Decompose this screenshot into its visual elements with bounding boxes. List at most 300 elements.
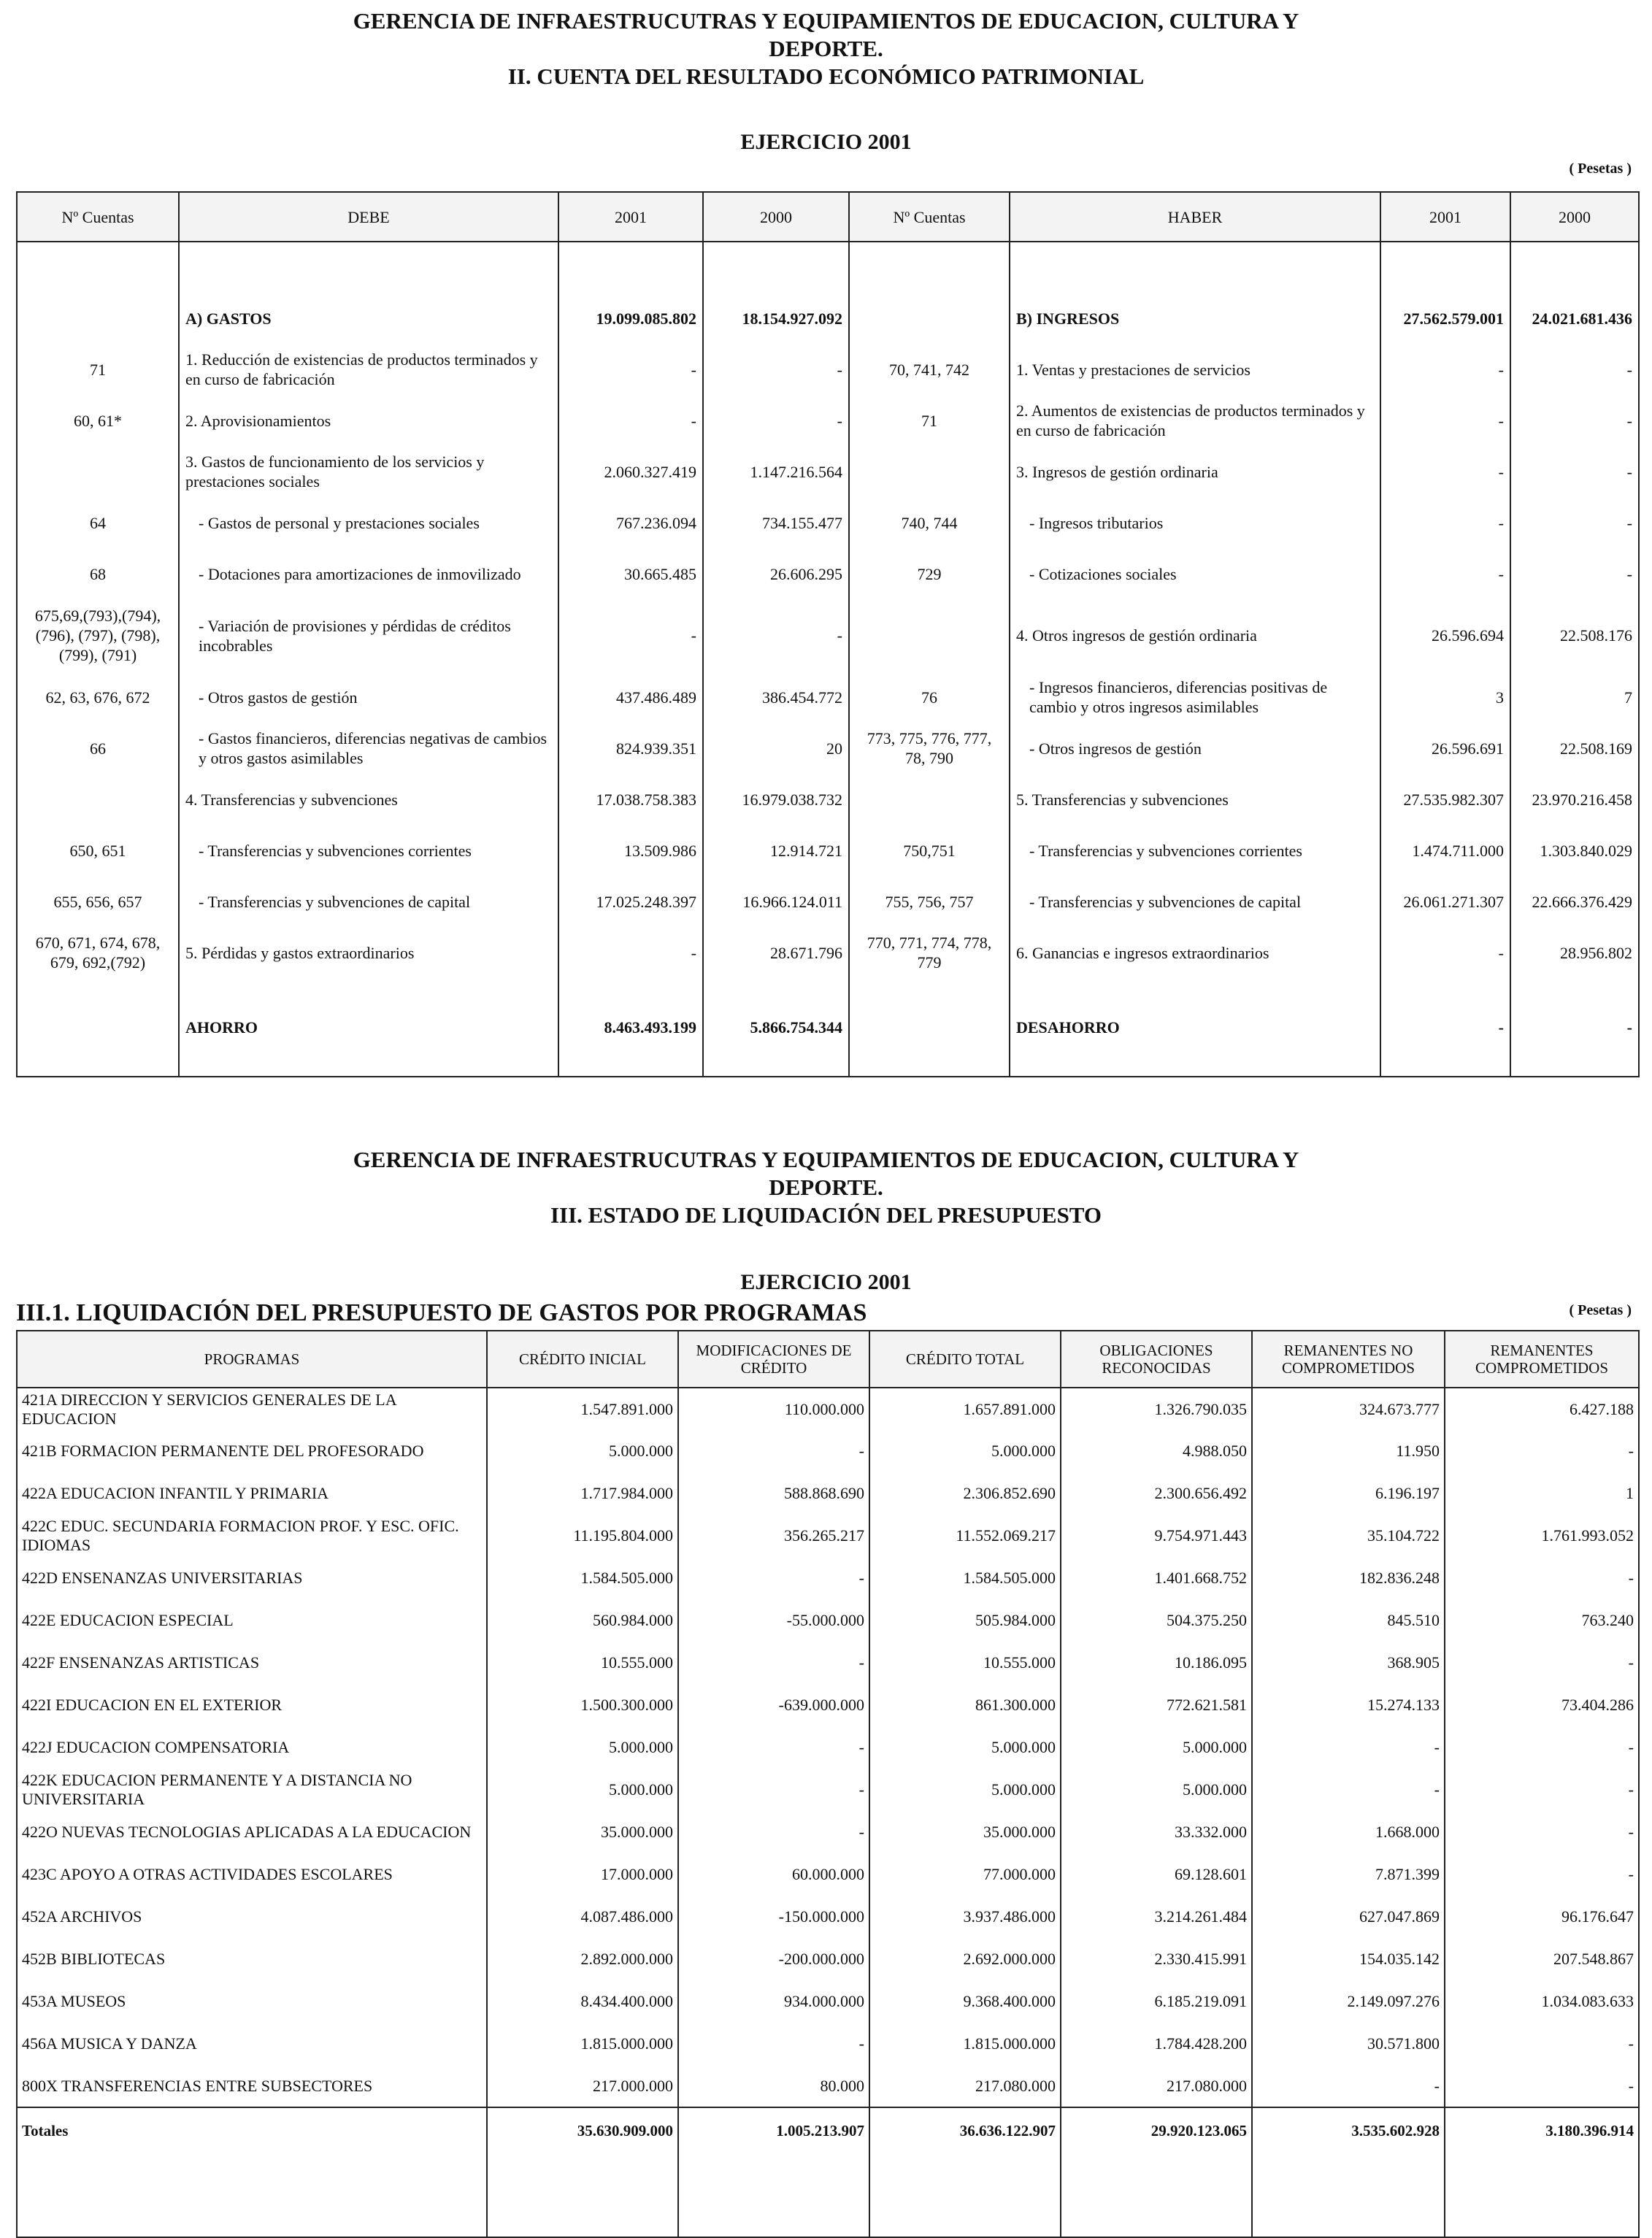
table-cell: 1.303.840.029 [1510, 825, 1639, 876]
amount-cell: 3.937.486.000 [869, 1896, 1061, 1938]
table-cell: 76 [849, 672, 1010, 723]
blank-cell [487, 2153, 678, 2237]
table-row [17, 344, 1639, 395]
amount-cell: 9.368.400.000 [869, 1980, 1061, 2023]
amount-cell: 1.326.790.035 [1061, 1388, 1252, 1430]
amount-cell: 35.104.722 [1252, 1515, 1445, 1557]
table-cell: 2.060.327.419 [558, 446, 703, 497]
amount-cell: 10.186.095 [1061, 1642, 1252, 1684]
table-cell: - Otros ingresos de gestión [1010, 723, 1380, 774]
spacer-cell [849, 242, 1010, 293]
cuenta-resultado-table [16, 191, 1640, 1077]
section2-title [0, 7, 1652, 91]
header-cell: 2001 [558, 192, 703, 242]
amount-cell: -55.000.000 [678, 1599, 869, 1642]
table-row [17, 1938, 1639, 1980]
blank-cell [1445, 2153, 1639, 2237]
table-row [17, 1980, 1639, 2023]
section3-title-line1: GERENCIA DE INFRAESTRUCUTRAS Y EQUIPAMIENTOS DE EDUCACION, CULTURA Y [353, 1147, 1299, 1172]
programa-cell: 452B BIBLIOTECAS [17, 1938, 487, 1980]
table-cell: 22.508.169 [1510, 723, 1639, 774]
amount-cell: 35.000.000 [869, 1811, 1061, 1853]
table-row [17, 1472, 1639, 1515]
amount-cell: 5.000.000 [869, 1430, 1061, 1472]
table-cell: 670, 671, 674, 678, 679, 692,(792) [17, 927, 179, 978]
amount-cell: 627.047.869 [1252, 1896, 1445, 1938]
amount-cell: 2.330.415.991 [1061, 1938, 1252, 1980]
amount-cell: 207.548.867 [1445, 1938, 1639, 1980]
table-cell: - [558, 599, 703, 672]
table-cell: - Gastos de personal y prestaciones sociales [179, 497, 558, 548]
section3-title-line2: DEPORTE. [769, 1174, 883, 1200]
amount-cell: 73.404.286 [1445, 1684, 1639, 1726]
table-row [17, 1515, 1639, 1557]
amount-cell: 35.000.000 [487, 1811, 678, 1853]
table-cell: - [1380, 978, 1510, 1077]
table-cell: - [1380, 395, 1510, 446]
amount-cell: 2.692.000.000 [869, 1938, 1061, 1980]
table-cell: 734.155.477 [703, 497, 849, 548]
table-cell: 26.596.691 [1380, 723, 1510, 774]
table-row [17, 1388, 1639, 1430]
programa-cell: 452A ARCHIVOS [17, 1896, 487, 1938]
amount-cell: 861.300.000 [869, 1684, 1061, 1726]
table-cell: - Ingresos financieros, diferencias positivas de cambio y otros ingresos asimilables [1010, 672, 1380, 723]
amount-cell: 1.815.000.000 [487, 2023, 678, 2065]
table-cell: - Cotizaciones sociales [1010, 548, 1380, 599]
amount-cell: 1.034.083.633 [1445, 1980, 1639, 2023]
amount-cell: 6.185.219.091 [1061, 1980, 1252, 2023]
amount-cell: - [1445, 2065, 1639, 2107]
amount-cell: - [1445, 1769, 1639, 1811]
totals-cell: 36.636.122.907 [869, 2107, 1061, 2153]
amount-cell: - [1445, 1853, 1639, 1896]
table-cell: - [1510, 548, 1639, 599]
section3-title [0, 1146, 1652, 1229]
section3-title-line3: III. ESTADO DE LIQUIDACIÓN DEL PRESUPUESTO [550, 1202, 1102, 1228]
amount-cell: 217.080.000 [869, 2065, 1061, 2107]
amount-cell: 772.621.581 [1061, 1684, 1252, 1726]
header-cell: HABER [1010, 192, 1380, 242]
amount-cell: 1.547.891.000 [487, 1388, 678, 1430]
table-cell: - [1380, 344, 1510, 395]
amount-cell: - [678, 2023, 869, 2065]
header-cell: DEBE [179, 192, 558, 242]
amount-cell: - [1445, 2023, 1639, 2065]
blank-row [17, 2153, 1639, 2237]
table-cell: - [558, 395, 703, 446]
table-row [17, 1726, 1639, 1769]
amount-cell: 1.815.000.000 [869, 2023, 1061, 2065]
table-cell: 3 [1380, 672, 1510, 723]
table-cell: 5. Transferencias y subvenciones [1010, 774, 1380, 825]
spacer-cell [1380, 242, 1510, 293]
amount-cell: - [678, 1642, 869, 1684]
table-cell: 27.535.982.307 [1380, 774, 1510, 825]
amount-cell: 1.584.505.000 [869, 1557, 1061, 1599]
table-cell: 740, 744 [849, 497, 1010, 548]
table-cell: 13.509.986 [558, 825, 703, 876]
table-cell: 64 [17, 497, 179, 548]
blank-cell [678, 2153, 869, 2237]
amount-cell: - [1252, 2065, 1445, 2107]
amount-cell: 80.000 [678, 2065, 869, 2107]
totals-cell: 35.630.909.000 [487, 2107, 678, 2153]
amount-cell: 217.080.000 [1061, 2065, 1252, 2107]
table-cell: 4. Otros ingresos de gestión ordinaria [1010, 599, 1380, 672]
amount-cell: 588.868.690 [678, 1472, 869, 1515]
header-cell: CRÉDITO INICIAL [487, 1331, 678, 1388]
table-row [17, 1557, 1639, 1599]
totals-row [17, 2107, 1639, 2153]
blank-cell [1252, 2153, 1445, 2237]
amount-cell: 8.434.400.000 [487, 1980, 678, 2023]
amount-cell: 934.000.000 [678, 1980, 869, 2023]
table-cell: - [1510, 446, 1639, 497]
table-cell: - Otros gastos de gestión [179, 672, 558, 723]
table-cell: 70, 741, 742 [849, 344, 1010, 395]
totals-cell: 29.920.123.065 [1061, 2107, 1252, 2153]
table-cell: 6. Ganancias e ingresos extraordinarios [1010, 927, 1380, 978]
table-row [17, 723, 1639, 774]
blank-cell [17, 2153, 487, 2237]
table-cell: B) INGRESOS [1010, 293, 1380, 344]
section2-title-line1: GERENCIA DE INFRAESTRUCUTRAS Y EQUIPAMIENTOS DE EDUCACION, CULTURA Y [353, 8, 1299, 34]
table-cell: 17.025.248.397 [558, 876, 703, 927]
table-cell: 16.979.038.732 [703, 774, 849, 825]
table-cell: 655, 656, 657 [17, 876, 179, 927]
spacer-cell [558, 242, 703, 293]
section2-unit: ( Pesetas ) [1569, 161, 1632, 177]
header-cell: MODIFICACIONES DE CRÉDITO [678, 1331, 869, 1388]
amount-cell: 11.950 [1252, 1430, 1445, 1472]
header-cell: 2001 [1380, 192, 1510, 242]
table-cell: - [703, 395, 849, 446]
totals-cell: 3.180.396.914 [1445, 2107, 1639, 2153]
table-cell: 5.866.754.344 [703, 978, 849, 1077]
amount-cell: 1.657.891.000 [869, 1388, 1061, 1430]
amount-cell: 96.176.647 [1445, 1896, 1639, 1938]
amount-cell: 69.128.601 [1061, 1853, 1252, 1896]
amount-cell: 5.000.000 [487, 1726, 678, 1769]
table-cell: 1.147.216.564 [703, 446, 849, 497]
section3-unit: ( Pesetas ) [1569, 1302, 1632, 1318]
table-cell: 18.154.927.092 [703, 293, 849, 344]
table-cell: 66 [17, 723, 179, 774]
amount-cell: 2.306.852.690 [869, 1472, 1061, 1515]
amount-cell: 15.274.133 [1252, 1684, 1445, 1726]
table-cell: - Gastos financieros, diferencias negativas de cambios y otros gastos asimilables [179, 723, 558, 774]
table-cell: - [1380, 497, 1510, 548]
amount-cell: 763.240 [1445, 1599, 1639, 1642]
amount-cell: 5.000.000 [487, 1769, 678, 1811]
amount-cell: 1.668.000 [1252, 1811, 1445, 1853]
blank-cell [1061, 2153, 1252, 2237]
amount-cell: 77.000.000 [869, 1853, 1061, 1896]
table-cell: 770, 771, 774, 778, 779 [849, 927, 1010, 978]
table-cell: - Ingresos tributarios [1010, 497, 1380, 548]
table-row [17, 774, 1639, 825]
amount-cell: 4.087.486.000 [487, 1896, 678, 1938]
table-cell [849, 774, 1010, 825]
amount-cell: 5.000.000 [1061, 1769, 1252, 1811]
table-cell: DESAHORRO [1010, 978, 1380, 1077]
amount-cell: 10.555.000 [487, 1642, 678, 1684]
table-cell: 26.606.295 [703, 548, 849, 599]
table-cell [849, 978, 1010, 1077]
table-cell: 675,69,(793),(794), (796), (797), (798), (799), (791) [17, 599, 179, 672]
table-row [17, 672, 1639, 723]
section3-ejercicio: EJERCICIO 2001 [740, 1270, 912, 1294]
table-cell: - [558, 344, 703, 395]
programa-cell: 422C EDUC. SECUNDARIA FORMACION PROF. Y ESC. OFIC. IDIOMAS [17, 1515, 487, 1557]
table-cell: AHORRO [179, 978, 558, 1077]
table-cell: 60, 61* [17, 395, 179, 446]
amount-cell: -150.000.000 [678, 1896, 869, 1938]
totals-cell: 1.005.213.907 [678, 2107, 869, 2153]
amount-cell: 182.836.248 [1252, 1557, 1445, 1599]
amount-cell: 2.892.000.000 [487, 1938, 678, 1980]
section2-title-line3: II. CUENTA DEL RESULTADO ECONÓMICO PATRIMONIAL [507, 64, 1145, 89]
amount-cell: 3.214.261.484 [1061, 1896, 1252, 1938]
header-cell: CRÉDITO TOTAL [869, 1331, 1061, 1388]
amount-cell: 5.000.000 [869, 1769, 1061, 1811]
amount-cell: -639.000.000 [678, 1684, 869, 1726]
header-cell: 2000 [1510, 192, 1639, 242]
spacer-cell [1010, 242, 1380, 293]
table-row [17, 599, 1639, 672]
amount-cell: 60.000.000 [678, 1853, 869, 1896]
amount-cell: 33.332.000 [1061, 1811, 1252, 1853]
table-row [17, 876, 1639, 927]
amount-cell: 504.375.250 [1061, 1599, 1252, 1642]
totals-cell: 3.535.602.928 [1252, 2107, 1445, 2153]
table-cell: A) GASTOS [179, 293, 558, 344]
programa-cell: 421B FORMACION PERMANENTE DEL PROFESORADO [17, 1430, 487, 1472]
table-cell: - [558, 927, 703, 978]
table-cell: 824.939.351 [558, 723, 703, 774]
table-header-row [17, 1331, 1639, 1388]
table-cell: 755, 756, 757 [849, 876, 1010, 927]
table-row [17, 497, 1639, 548]
amount-cell: 1.784.428.200 [1061, 2023, 1252, 2065]
amount-cell: 10.555.000 [869, 1642, 1061, 1684]
header-cell: PROGRAMAS [17, 1331, 487, 1388]
amount-cell: 845.510 [1252, 1599, 1445, 1642]
amount-cell: 1.401.668.752 [1061, 1557, 1252, 1599]
table-cell: - [1510, 395, 1639, 446]
table-row [17, 293, 1639, 344]
amount-cell: 368.905 [1252, 1642, 1445, 1684]
amount-cell: 560.984.000 [487, 1599, 678, 1642]
table-cell: 3. Gastos de funcionamiento de los servicios y prestaciones sociales [179, 446, 558, 497]
programa-cell: 800X TRANSFERENCIAS ENTRE SUBSECTORES [17, 2065, 487, 2107]
table-cell [17, 774, 179, 825]
amount-cell: 217.000.000 [487, 2065, 678, 2107]
table-cell [17, 978, 179, 1077]
table-row [17, 978, 1639, 1077]
programa-cell: 456A MUSICA Y DANZA [17, 2023, 487, 2065]
table-cell: 5. Pérdidas y gastos extraordinarios [179, 927, 558, 978]
amount-cell: 1.500.300.000 [487, 1684, 678, 1726]
table-cell [849, 446, 1010, 497]
table-cell: - [1510, 497, 1639, 548]
table-cell: 2. Aprovisionamientos [179, 395, 558, 446]
amount-cell: 505.984.000 [869, 1599, 1061, 1642]
table-header-row [17, 192, 1639, 242]
amount-cell: 154.035.142 [1252, 1938, 1445, 1980]
spacer-cell [179, 242, 558, 293]
amount-cell: 9.754.971.443 [1061, 1515, 1252, 1557]
table-cell: 19.099.085.802 [558, 293, 703, 344]
table-cell: 750,751 [849, 825, 1010, 876]
amount-cell: 1.761.993.052 [1445, 1515, 1639, 1557]
programa-cell: 422D ENSENANZAS UNIVERSITARIAS [17, 1557, 487, 1599]
table-cell: 650, 651 [17, 825, 179, 876]
table-cell: 729 [849, 548, 1010, 599]
header-cell: OBLIGACIONES RECONOCIDAS [1061, 1331, 1252, 1388]
programa-cell: 423C APOYO A OTRAS ACTIVIDADES ESCOLARES [17, 1853, 487, 1896]
table-cell: 3. Ingresos de gestión ordinaria [1010, 446, 1380, 497]
table-cell [849, 599, 1010, 672]
amount-cell: - [678, 1430, 869, 1472]
table-cell: 16.966.124.011 [703, 876, 849, 927]
table-row [17, 446, 1639, 497]
table-cell: - [1380, 548, 1510, 599]
spacer-cell [1510, 242, 1639, 293]
amount-cell: 6.196.197 [1252, 1472, 1445, 1515]
table-cell: - Transferencias y subvenciones de capital [1010, 876, 1380, 927]
section3-subtitle: III.1. LIQUIDACIÓN DEL PRESUPUESTO DE GASTOS POR PROGRAMAS [16, 1299, 867, 1326]
programa-cell: 422I EDUCACION EN EL EXTERIOR [17, 1684, 487, 1726]
table-cell: 28.956.802 [1510, 927, 1639, 978]
table-cell: 12.914.721 [703, 825, 849, 876]
liquidacion-gastos-table [16, 1330, 1640, 2238]
amount-cell: 2.149.097.276 [1252, 1980, 1445, 2023]
table-cell: - Dotaciones para amortizaciones de inmovilizado [179, 548, 558, 599]
table-cell: 28.671.796 [703, 927, 849, 978]
amount-cell: - [1252, 1769, 1445, 1811]
table-cell: - [703, 344, 849, 395]
amount-cell: 30.571.800 [1252, 2023, 1445, 2065]
table-row [17, 1599, 1639, 1642]
amount-cell: 324.673.777 [1252, 1388, 1445, 1430]
table-cell: 4. Transferencias y subvenciones [179, 774, 558, 825]
spacer-row [17, 242, 1639, 293]
table-cell: 71 [17, 344, 179, 395]
amount-cell: 6.427.188 [1445, 1388, 1639, 1430]
table-cell: 68 [17, 548, 179, 599]
amount-cell: 11.195.804.000 [487, 1515, 678, 1557]
table-cell: 26.061.271.307 [1380, 876, 1510, 927]
table-row [17, 927, 1639, 978]
table-cell: 22.508.176 [1510, 599, 1639, 672]
table-cell: - [1510, 978, 1639, 1077]
table-cell: 24.021.681.436 [1510, 293, 1639, 344]
table-row [17, 2023, 1639, 2065]
table-cell: 30.665.485 [558, 548, 703, 599]
amount-cell: 356.265.217 [678, 1515, 869, 1557]
table-cell: 23.970.216.458 [1510, 774, 1639, 825]
table-row [17, 1896, 1639, 1938]
blank-cell [869, 2153, 1061, 2237]
programa-cell: 422K EDUCACION PERMANENTE Y A DISTANCIA NO UNIVERSITARIA [17, 1769, 487, 1811]
table-cell: 437.486.489 [558, 672, 703, 723]
table-cell: - Transferencias y subvenciones de capital [179, 876, 558, 927]
table-cell: 1. Ventas y prestaciones de servicios [1010, 344, 1380, 395]
table-cell [17, 446, 179, 497]
table-cell: 7 [1510, 672, 1639, 723]
table-row [17, 1642, 1639, 1684]
programa-cell: 422O NUEVAS TECNOLOGIAS APLICADAS A LA EDUCACION [17, 1811, 487, 1853]
programa-cell: 453A MUSEOS [17, 1980, 487, 2023]
table-cell: 8.463.493.199 [558, 978, 703, 1077]
amount-cell: -200.000.000 [678, 1938, 869, 1980]
table-cell: - [1510, 344, 1639, 395]
table-cell: 27.562.579.001 [1380, 293, 1510, 344]
amount-cell: 5.000.000 [1061, 1726, 1252, 1769]
amount-cell: 11.552.069.217 [869, 1515, 1061, 1557]
table-cell: - Transferencias y subvenciones corrientes [179, 825, 558, 876]
table-cell: - Variación de provisiones y pérdidas de créditos incobrables [179, 599, 558, 672]
table-row [17, 395, 1639, 446]
table-cell: - [1380, 927, 1510, 978]
amount-cell: - [678, 1769, 869, 1811]
spacer-cell [703, 242, 849, 293]
table-row [17, 1853, 1639, 1896]
amount-cell: 17.000.000 [487, 1853, 678, 1896]
programa-cell: 422J EDUCACION COMPENSATORIA [17, 1726, 487, 1769]
header-cell: Nº Cuentas [17, 192, 179, 242]
table-cell: 20 [703, 723, 849, 774]
amount-cell: - [1445, 1430, 1639, 1472]
table-cell: 1.474.711.000 [1380, 825, 1510, 876]
header-cell: REMANENTES NO COMPROMETIDOS [1252, 1331, 1445, 1388]
amount-cell: 110.000.000 [678, 1388, 869, 1430]
amount-cell: - [1445, 1557, 1639, 1599]
table-cell: 767.236.094 [558, 497, 703, 548]
table-cell: 17.038.758.383 [558, 774, 703, 825]
section2-title-line2: DEPORTE. [769, 36, 883, 61]
amount-cell: 1 [1445, 1472, 1639, 1515]
amount-cell: 4.988.050 [1061, 1430, 1252, 1472]
amount-cell: - [678, 1811, 869, 1853]
table-row [17, 1811, 1639, 1853]
programa-cell: 422A EDUCACION INFANTIL Y PRIMARIA [17, 1472, 487, 1515]
table-cell: 26.596.694 [1380, 599, 1510, 672]
table-cell: - [703, 599, 849, 672]
header-cell: 2000 [703, 192, 849, 242]
table-cell: 1. Reducción de existencias de productos terminados y en curso de fabricación [179, 344, 558, 395]
table-cell [849, 293, 1010, 344]
table-cell: 62, 63, 676, 672 [17, 672, 179, 723]
table-row [17, 1430, 1639, 1472]
header-cell: Nº Cuentas [849, 192, 1010, 242]
table-cell: 2. Aumentos de existencias de productos terminados y en curso de fabricación [1010, 395, 1380, 446]
table-cell: - Transferencias y subvenciones corrientes [1010, 825, 1380, 876]
table-row [17, 2065, 1639, 2107]
amount-cell: - [1445, 1642, 1639, 1684]
header-cell: REMANENTES COMPROMETIDOS [1445, 1331, 1639, 1388]
table-cell: 386.454.772 [703, 672, 849, 723]
amount-cell: 5.000.000 [869, 1726, 1061, 1769]
table-cell: 22.666.376.429 [1510, 876, 1639, 927]
programa-cell: 422E EDUCACION ESPECIAL [17, 1599, 487, 1642]
section2-ejercicio: EJERCICIO 2001 [740, 130, 912, 154]
amount-cell: - [678, 1557, 869, 1599]
amount-cell: - [1252, 1726, 1445, 1769]
table-cell: - [1380, 446, 1510, 497]
